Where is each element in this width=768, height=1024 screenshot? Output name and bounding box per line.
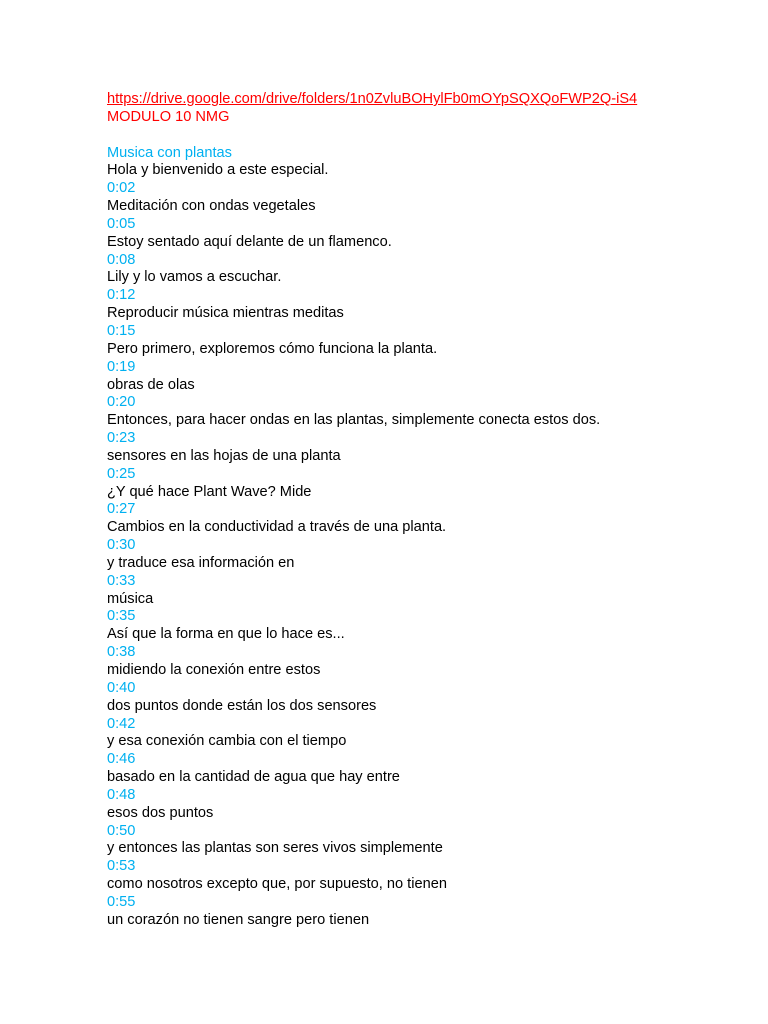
transcript-timestamp: 0:55 xyxy=(107,893,136,910)
transcript-text: basado en la cantidad de agua que hay entre xyxy=(107,769,400,786)
transcript-text: dos puntos donde están los dos sensores xyxy=(107,697,377,714)
transcript-text: Entonces, para hacer ondas en las plantas, simplemente conecta estos dos. xyxy=(107,412,601,429)
transcript-text: música xyxy=(107,590,154,607)
transcript-text: obras de olas xyxy=(107,376,195,393)
transcript-timestamp: 0:38 xyxy=(107,644,136,661)
transcript-timestamp: 0:15 xyxy=(107,322,136,339)
transcript-timestamp: 0:27 xyxy=(107,501,136,518)
transcript-text: Meditación con ondas vegetales xyxy=(107,198,316,215)
transcript-text: y entonces las plantas son seres vivos simplemente xyxy=(107,840,443,857)
transcript-timestamp: 0:46 xyxy=(107,751,136,768)
transcript-timestamp: 0:05 xyxy=(107,215,136,232)
transcript-timestamp: 0:23 xyxy=(107,430,136,447)
drive-folder-link[interactable]: https://drive.google.com/drive/folders/1n0ZvluBOHylFb0mOYpSQXQoFWP2Q-iS4 xyxy=(107,91,638,107)
transcript-timestamp: 0:19 xyxy=(107,358,136,375)
transcript-text: un corazón no tienen sangre pero tienen xyxy=(107,911,370,928)
transcript-text: Estoy sentado aquí delante de un flamenco. xyxy=(107,233,392,250)
transcript-timestamp: 0:48 xyxy=(107,786,136,803)
transcript-text: Reproducir música mientras meditas xyxy=(107,305,344,322)
transcript-text: Así que la forma en que lo hace es... xyxy=(107,626,345,643)
blank-line xyxy=(107,127,747,145)
document-title: Musica con plantas xyxy=(107,144,232,161)
transcript-timestamp: 0:35 xyxy=(107,608,136,625)
transcript-text: y traduce esa información en xyxy=(107,554,295,571)
transcript-timestamp: 0:40 xyxy=(107,679,136,696)
transcript-text: Pero primero, exploremos cómo funciona la planta. xyxy=(107,340,438,357)
transcript-timestamp: 0:08 xyxy=(107,251,136,268)
transcript-text: Hola y bienvenido a este especial. xyxy=(107,162,329,179)
transcript-text: esos dos puntos xyxy=(107,804,214,821)
transcript-text: sensores en las hojas de una planta xyxy=(107,447,341,464)
transcript-timestamp: 0:02 xyxy=(107,180,136,197)
transcript-timestamp: 0:53 xyxy=(107,858,136,875)
transcript-text: ¿Y qué hace Plant Wave? Mide xyxy=(107,483,312,500)
transcript xyxy=(107,162,747,929)
transcript-timestamp: 0:50 xyxy=(107,822,136,839)
transcript-text: Cambios en la conductividad a través de una planta. xyxy=(107,519,447,536)
module-label: MODULO 10 NMG xyxy=(107,108,230,125)
transcript-text: midiendo la conexión entre estos xyxy=(107,662,321,678)
transcript-text: Lily y lo vamos a escuchar. xyxy=(107,269,282,286)
transcript-timestamp: 0:30 xyxy=(107,537,136,554)
transcript-timestamp: 0:25 xyxy=(107,465,136,482)
document-page xyxy=(107,91,747,930)
transcript-timestamp: 0:42 xyxy=(107,715,136,732)
transcript-timestamp: 0:33 xyxy=(107,572,136,589)
transcript-text: como nosotros excepto que, por supuesto, no tienen xyxy=(107,876,447,893)
transcript-timestamp: 0:20 xyxy=(107,394,136,411)
transcript-timestamp: 0:12 xyxy=(107,287,136,304)
transcript-text: y esa conexión cambia con el tiempo xyxy=(107,733,347,750)
